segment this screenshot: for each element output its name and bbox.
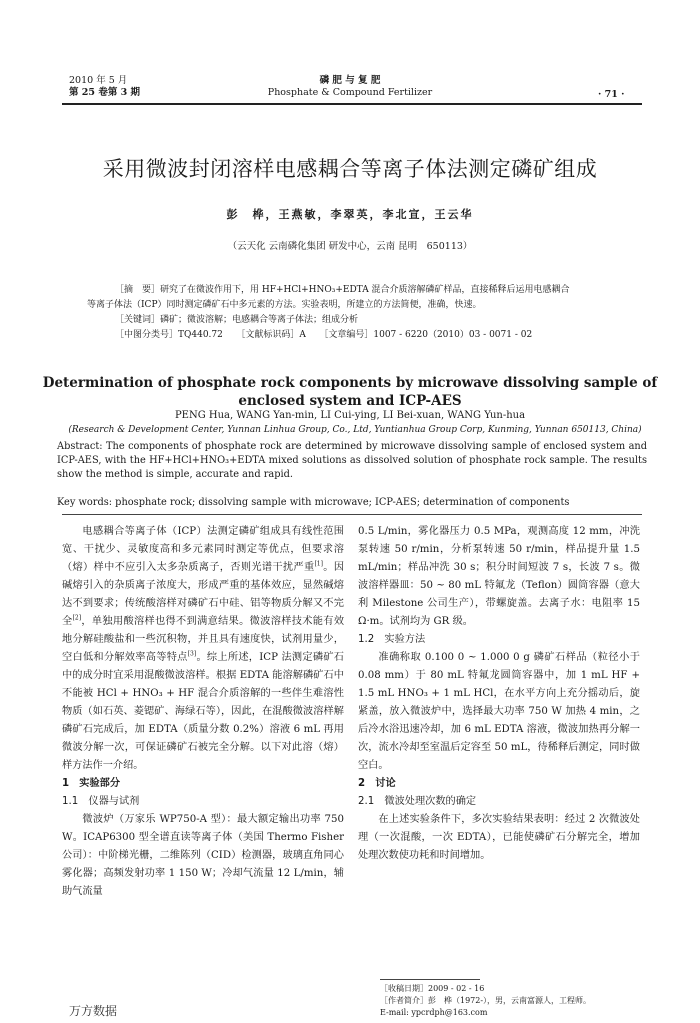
affiliation: （云天化 云南磷化集团 研发中心，云南 昆明 650113）: [227, 241, 473, 252]
authors: 彭 桦，王燕敏，李翠英，李北宣，王云华: [226, 208, 474, 221]
author-bio: ［作者简介］彭 桦（1972-），男，云南富源人，工程师。: [380, 996, 592, 1005]
english-keywords: Key words: phosphate rock; dissolving sample with microwave; ICP-AES; determination of components: [57, 497, 570, 508]
page-number: · 71 ·: [598, 89, 625, 100]
keywords-cn: ［关键词］磷矿；微波溶解；电感耦合等离子体法；组成分析: [115, 315, 359, 325]
english-affiliation: (Research & Development Center, Yunnan Linhua Group, Co., Ltd, Yuntianhua Group Corp, Kunming, Yunnan 650113, China): [68, 425, 642, 435]
footnote: [380, 983, 650, 1019]
section-1-1-heading: 1.1 仪器与试剂: [62, 796, 140, 807]
header-journal: [200, 75, 500, 99]
section-2-1-heading: 2.1 微波处理次数的确定: [358, 796, 477, 807]
author-email: E-mail: ypcrdph@163.com: [380, 1008, 488, 1017]
citation-3: [3]: [187, 650, 197, 658]
intro-text-d: 。综上所述，ICP 法测定磷矿石中的成分时宜采用混酸微波溶样。根据 EDTA 能溶解磷矿石中不能被 HCl + HNO₃ + HF 混合介质溶解的一些伴生难溶性物质（如石英、菱锶矿、海绿石等），因此，在混酸微波溶样解磷矿石完成后，加 EDTA（质量分数 0.2%）溶液 6 mL 再用微波分解一次，可保证磷矿石被完全分解。以下对此溶（熔）样方法作一介绍。: [62, 652, 344, 771]
left-column: [62, 523, 344, 901]
instruments-paragraph: 微波炉（万家乐 WP750-A 型）：最大额定输出功率 750 W。ICAP6300 型全谱直读等离子体（美国 Thermo Fisher 公司）：中阶梯光栅，二维陈列（CID）检测器，玻璃直角同心雾化器；高频发射功率 1 150 W；冷却气流量 12 L/min，辅助气流量: [62, 814, 344, 897]
watermark: 万方数据: [69, 1004, 118, 1018]
header-volume: 第 25 卷第 3 期: [69, 87, 141, 98]
english-title: Determination of phosphate rock components by microwave dissolving sample of enclosed system and ICP-AES: [42, 375, 658, 409]
intro-text-a: 电感耦合等离子体（ICP）法测定磷矿组成具有线性范围宽、干扰少、灵敏度高和多元素同时测定等优点，但要求溶（熔）样中不应引入太多杂质离子，否则光谱干扰严重: [62, 526, 344, 573]
journal-name-en: Phosphate & Compound Fertilizer: [267, 87, 433, 98]
header-issue-info: [69, 75, 140, 99]
english-authors: PENG Hua, WANG Yan-min, LI Cui-ying, LI Bei-xuan, WANG Yun-hua: [174, 410, 526, 421]
english-abstract: Abstract: The components of phosphate rock are determined by microwave dissolving sample of enclosed system and ICP-AES, with the HF+HCl+HNO₃+EDTA mixed solutions as dissolved solution of phosphate rock sample. The results show the method is simple, accurate and rapid.: [57, 441, 647, 480]
abstract-cn-line2: 等离子体法（ICP）同时测定磷矿石中多元素的方法。实验表明，所建立的方法简便，准确，快速。: [87, 300, 482, 310]
discussion-paragraph: 在上述实验条件下，多次实验结果表明：经过 2 次微波处理（一次混酸，一次 EDTA），已能使磷矿石分解完全，增加处理次数使功耗和时间增加。: [358, 814, 640, 861]
header-date: 2010 年 5 月: [69, 75, 128, 86]
instruments-paragraph-cont: 0.5 L/min，雾化器压力 0.5 MPa，观测高度 12 mm，冲洗泵转速 50 r/min，分析泵转速 50 r/min，样品提升量 1.5 mL/min；样品冲洗 30 s；积分时间短波 7 s，长波 7 s。微波溶样器皿：50 ~ 80 mL 特氟龙（Teflon）圆筒容器（意大利 Milestone 公司生产），带螺旋盖。去离子水：电阻率 15 Ω·m。试剂均为 GR 级。: [358, 526, 640, 627]
section-1-heading: 1 实验部分: [62, 778, 121, 789]
abstract-cn-line1: ［摘 要］研究了在微波作用下，用 HF+HCl+HNO₃+EDTA 混合介质溶解磷矿样品，直接稀释后运用电感耦合: [115, 285, 570, 295]
intro-text-c: ，单独用酸溶样也得不到满意结果。微波溶样技术能有效地分解硅酸盐和一些沉积物，并且具有速度快，试剂用量少，空白低和分解效率高等特点: [62, 616, 345, 663]
citation-1: [1]: [314, 560, 323, 568]
section-1-2-heading: 1.2 实验方法: [358, 634, 426, 645]
section-2-heading: 2 讨论: [358, 778, 396, 789]
intro-paragraph: [62, 523, 344, 775]
intro-text-b: 。因碱熔引入的杂质离子浓度大，形成严重的基体效应，显然碱熔达不到要求；传统酸溶样对磷矿石中硅、铝等物质分解又不完全: [62, 562, 345, 627]
citation-2: [2]: [72, 614, 82, 622]
paper-title: 采用微波封闭溶样电感耦合等离子体法测定磷矿组成: [102, 157, 598, 181]
received-date: ［收稿日期］2009 - 02 - 16: [380, 984, 485, 993]
right-column: [358, 523, 640, 865]
method-paragraph: 准确称取 0.100 0 ~ 1.000 0 g 磷矿石样品（粒径小于 0.08 mm）于 80 mL 特氟龙圆筒容器中，加 1 mL HF + 1.5 mL HNO₃ + 1 mL HCl，在水平方向上充分摇动后，旋紧盖，放入微波炉中，选择最大功率 750 W 加热 4 min，之后冷水浴迅速冷却，加 6 mL EDTA 溶液，微波加热再分解一次，流水冷却至室温后定容至 50 mL，待稀释后测定，同时做空白。: [358, 652, 640, 771]
footnote-rule: [380, 979, 480, 980]
classification-cn: ［中图分类号］TQ440.72 ［文献标识码］A ［文章编号］1007 - 6220（2010）03 - 0071 - 02: [115, 330, 533, 340]
header-rule: [62, 103, 642, 105]
divider-rule: [62, 514, 642, 515]
journal-name-cn: 磷 肥 与 复 肥: [319, 75, 381, 86]
abstract-cn: [87, 283, 612, 343]
